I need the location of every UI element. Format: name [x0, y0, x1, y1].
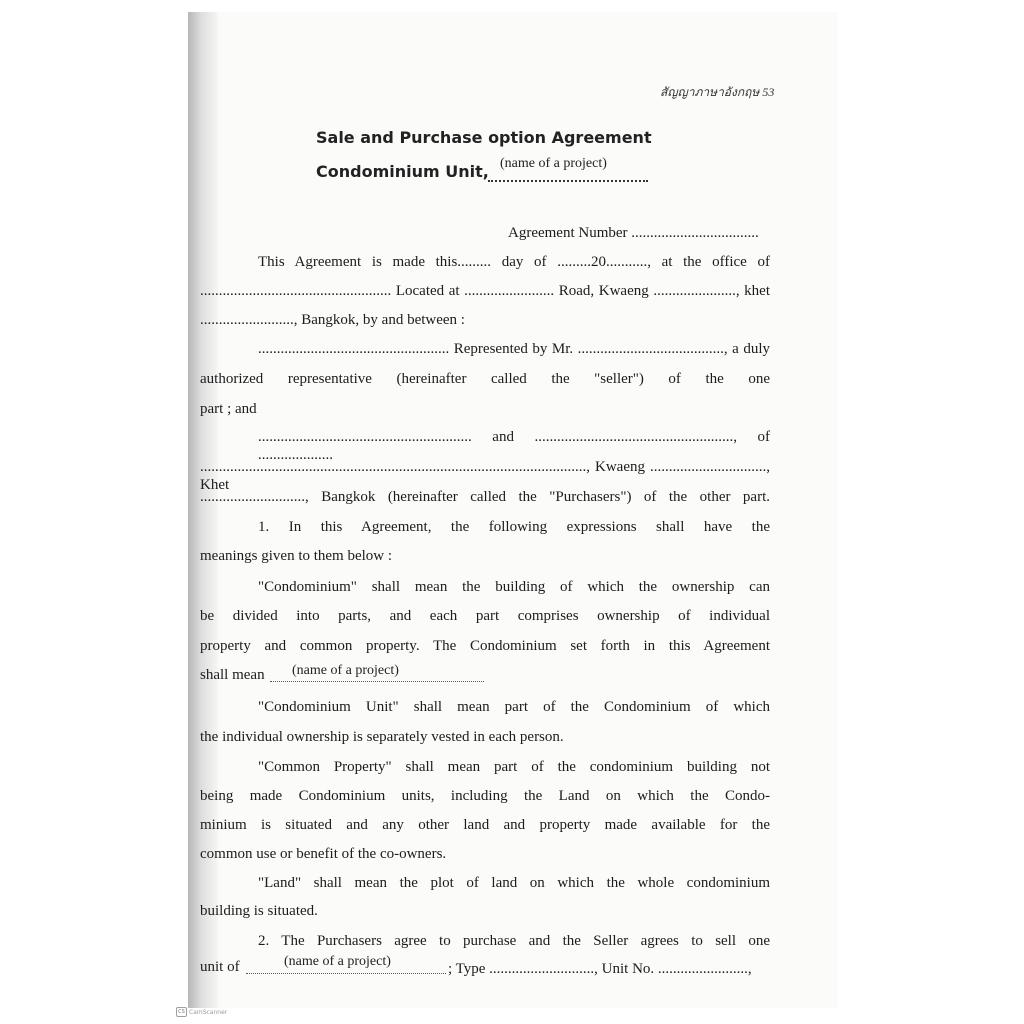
definition-condominium-line-2: be divided into parts, and each part comprises ownership of individual — [200, 608, 770, 624]
condominium-project-dotted-line — [270, 680, 484, 682]
definition-condominium-line-3: property and common property. The Condominium set forth in this Agreement — [200, 638, 770, 654]
document-subtitle: Condominium Unit, — [316, 162, 489, 181]
definition-unit-line-2: the individual ownership is separately vested in each person. — [200, 729, 564, 745]
section-1-line-2: meanings given to them below : — [200, 548, 393, 564]
purchasers-line-2: ......................................................................................................., Kwaeng ..............................., Khet — [200, 459, 770, 493]
definition-condominium-line-1: "Condominium" shall mean the building of which the ownership can — [258, 579, 770, 595]
page-header-reference: สัญญาภาษาอังกฤษ 53 — [660, 85, 775, 99]
agreement-number-line: Agreement Number .................................. — [508, 225, 759, 241]
section-2-line-1: 2. The Purchasers agree to purchase and the Seller agrees to sell one — [258, 933, 770, 949]
definition-condominium-line-4: shall mean — [200, 667, 265, 683]
section-2-project-dotted-line — [246, 972, 446, 974]
intro-line-3: ........................., Bangkok, by and between : — [200, 312, 465, 328]
definition-common-line-2: being made Condominium units, including the Land on which the Condo- — [200, 788, 770, 804]
section-1-line-1: 1. In this Agreement, the following expressions shall have the — [258, 519, 770, 535]
document-title: Sale and Purchase option Agreement — [316, 128, 652, 147]
definition-common-line-1: "Common Property" shall mean part of the condominium building not — [258, 759, 770, 775]
camscanner-label: CamScanner — [189, 1008, 228, 1016]
definition-common-line-4: common use or benefit of the co-owners. — [200, 846, 447, 862]
section-2-type-unit-line: ; Type ............................, Unit No. ........................, — [448, 961, 752, 977]
intro-line-2: ................................................... Located at ........................ Road, Kwaeng ......................, khet — [200, 283, 770, 299]
condominium-project-fill: (name of a project) — [292, 663, 399, 678]
section-2-unit-of-label: unit of — [200, 959, 240, 975]
project-name-placeholder: (name of a project) — [500, 156, 607, 171]
intro-line-1: This Agreement is made this......... day of .........20..........., at the office of — [258, 254, 770, 270]
camscanner-icon: CS — [176, 1007, 187, 1017]
representative-line-2: authorized representative (hereinafter called the "seller") of the one — [200, 371, 770, 387]
purchasers-line-3: ............................, Bangkok (hereinafter called the "Purchasers") of the other part. — [200, 489, 770, 505]
scanner-watermark — [176, 1007, 227, 1017]
definition-land-line-1: "Land" shall mean the plot of land on which the whole condominium — [258, 875, 770, 891]
representative-line-3: part ; and — [200, 401, 257, 417]
representative-line-1: ................................................... Represented by Mr. ......................................., a duly — [258, 341, 770, 357]
section-2-project-fill: (name of a project) — [284, 954, 391, 969]
definition-land-line-2: building is situated. — [200, 903, 318, 919]
project-name-dotted-line — [488, 164, 648, 182]
purchasers-line-1: ......................................................... and ....................................................., of .................... — [258, 429, 770, 463]
definition-unit-line-1: "Condominium Unit" shall mean part of the Condominium of which — [258, 699, 770, 715]
definition-common-line-3: minium is situated and any other land and property made available for the — [200, 817, 770, 833]
